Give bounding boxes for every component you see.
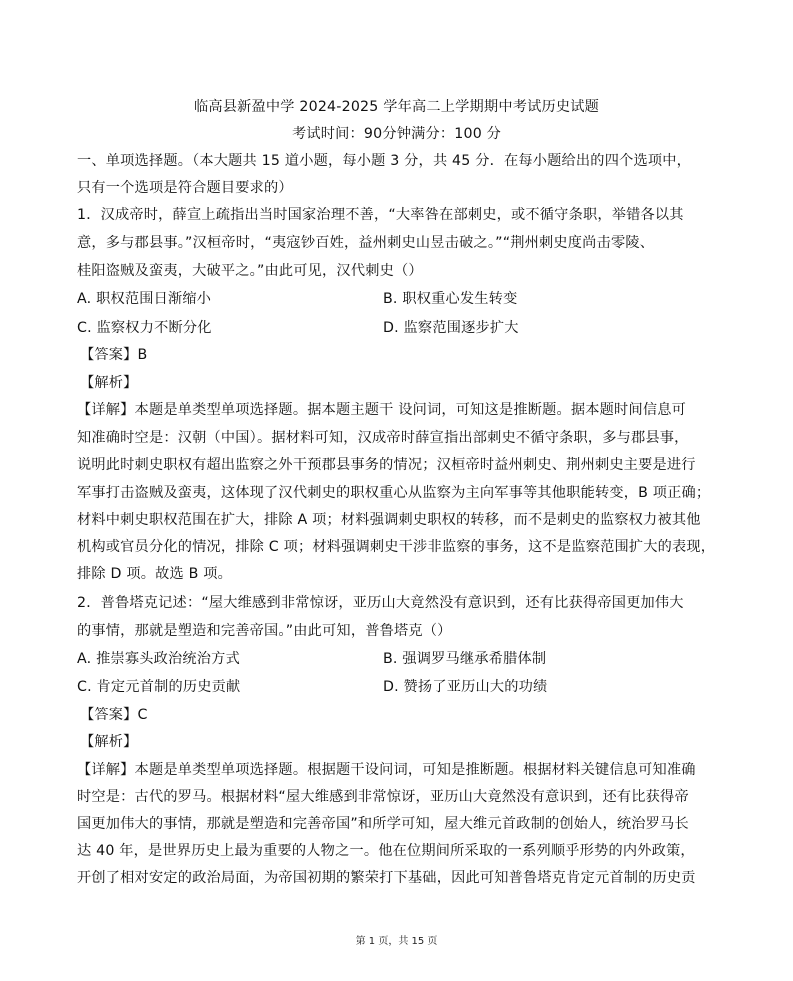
q1-detail-line: 说明此时刺史职权有超出监察之外干预郡县事务的情况；汉桓帝时益州刺史、荆州刺史主要是进行 [77,457,696,473]
q1-detail-line: 知准确时空是：汉朝（中国）。据材料可知，汉成帝时薛宣指出部刺史不循守条职，多与郡县事， [77,430,689,446]
exam-info: 考试时间：90分钟满分：100 分 [291,126,502,142]
q1-option-d: D. 监察范围逐步扩大 [383,320,519,336]
q2-stem: 2．普鲁塔克记述：“屋大维感到非常惊讶，亚历山大竟然没有意识到，还有比获得帝国更加伟大 [77,595,684,611]
section-heading-cont: 只有一个选项是符合题目要求的） [77,180,293,196]
q1-option-c: C. 监察权力不断分化 [77,320,212,336]
q2-analysis-label: 【解析】 [80,734,138,750]
q1-stem: 1．汉成帝时，薛宣上疏指出当时国家治理不善，“大率咎在部刺史，或不循守条职，举错各以其 [77,207,684,223]
document-title: 临高县新盈中学 2024-2025 学年高二上学期期中考试历史试题 [193,99,600,115]
q1-detail-line: 军事打击盗贼及蛮夷，这体现了汉代刺史的职权重心从监察为主向军事等其他职能转变，B 项正确； [77,485,711,501]
q2-option-c: C. 肯定元首制的历史贡献 [77,679,241,695]
q1-stem: 桂阳盗贼及蛮夷，大破平之。”由此可见，汉代刺史（） [77,263,423,279]
q1-detail-line: 【详解】本题是单类型单项选择题。据本题主题干 设问词，可知这是推断题。据本题时间信息可 [77,402,686,418]
q2-detail-line: 达 40 年，是世界历史上最为重要的人物之一。他在位期间所采取的一系列顺乎形势的内外政策， [77,843,695,859]
q1-detail-line: 机构或官员分化的情况，排除 C 项；材料强调刺史干涉非监察的事务，这不是监察范围扩大的表现， [77,539,716,555]
q2-detail-line: 【详解】本题是单类型单项选择题。根据题干设问词，可知是推断题。根据材料关键信息可知准确 [77,762,696,778]
q1-option-a: A. 职权范围日渐缩小 [77,291,212,307]
q2-detail-line: 国更加伟大的事情，那就是塑造和完善帝国”和所学可知，屋大维元首政制的创始人，统治罗马长 [77,816,689,832]
q2-stem: 的事情，那就是塑造和完善帝国。”由此可知，普鲁塔克（） [77,623,452,639]
page-footer: 第 1 页，共 15 页 [355,936,438,947]
q1-analysis-label: 【解析】 [80,375,138,391]
q2-option-b: B. 强调罗马继承希腊体制 [383,651,547,667]
q1-stem: 意，多与郡县事。”汉桓帝时，“夷寇钞百姓，益州刺史山昱击破之。”“荆州刺史度尚击零陵、 [77,235,655,251]
q2-answer: 【答案】C [80,707,148,723]
q2-option-a: A. 推崇寡头政治统治方式 [77,651,240,667]
q2-detail-line: 开创了相对安定的政治局面，为帝国初期的繁荣打下基础，因此可知普鲁塔克肯定元首制的历史贡 [77,870,696,886]
q2-option-d: D. 赞扬了亚历山大的功绩 [383,679,548,695]
q1-detail-line: 材料中刺史职权范围在扩大，排除 A 项；材料强调刺史职权的转移，而不是刺史的监察权力被其他 [77,512,701,528]
q1-answer: 【答案】B [80,347,148,363]
q2-detail-line: 时空是：古代的罗马。根据材料“屋大维感到非常惊讶，亚历山大竟然没有意识到，还有比获得帝 [77,789,689,805]
q1-option-b: B. 职权重心发生转变 [383,291,518,307]
q1-detail-line: 排除 D 项。故选 B 项。 [77,566,232,582]
section-heading: 一、单项选择题。（本大题共 15 道小题，每小题 3 分，共 45 分．在每小题给出的四个选项中， [77,153,692,169]
